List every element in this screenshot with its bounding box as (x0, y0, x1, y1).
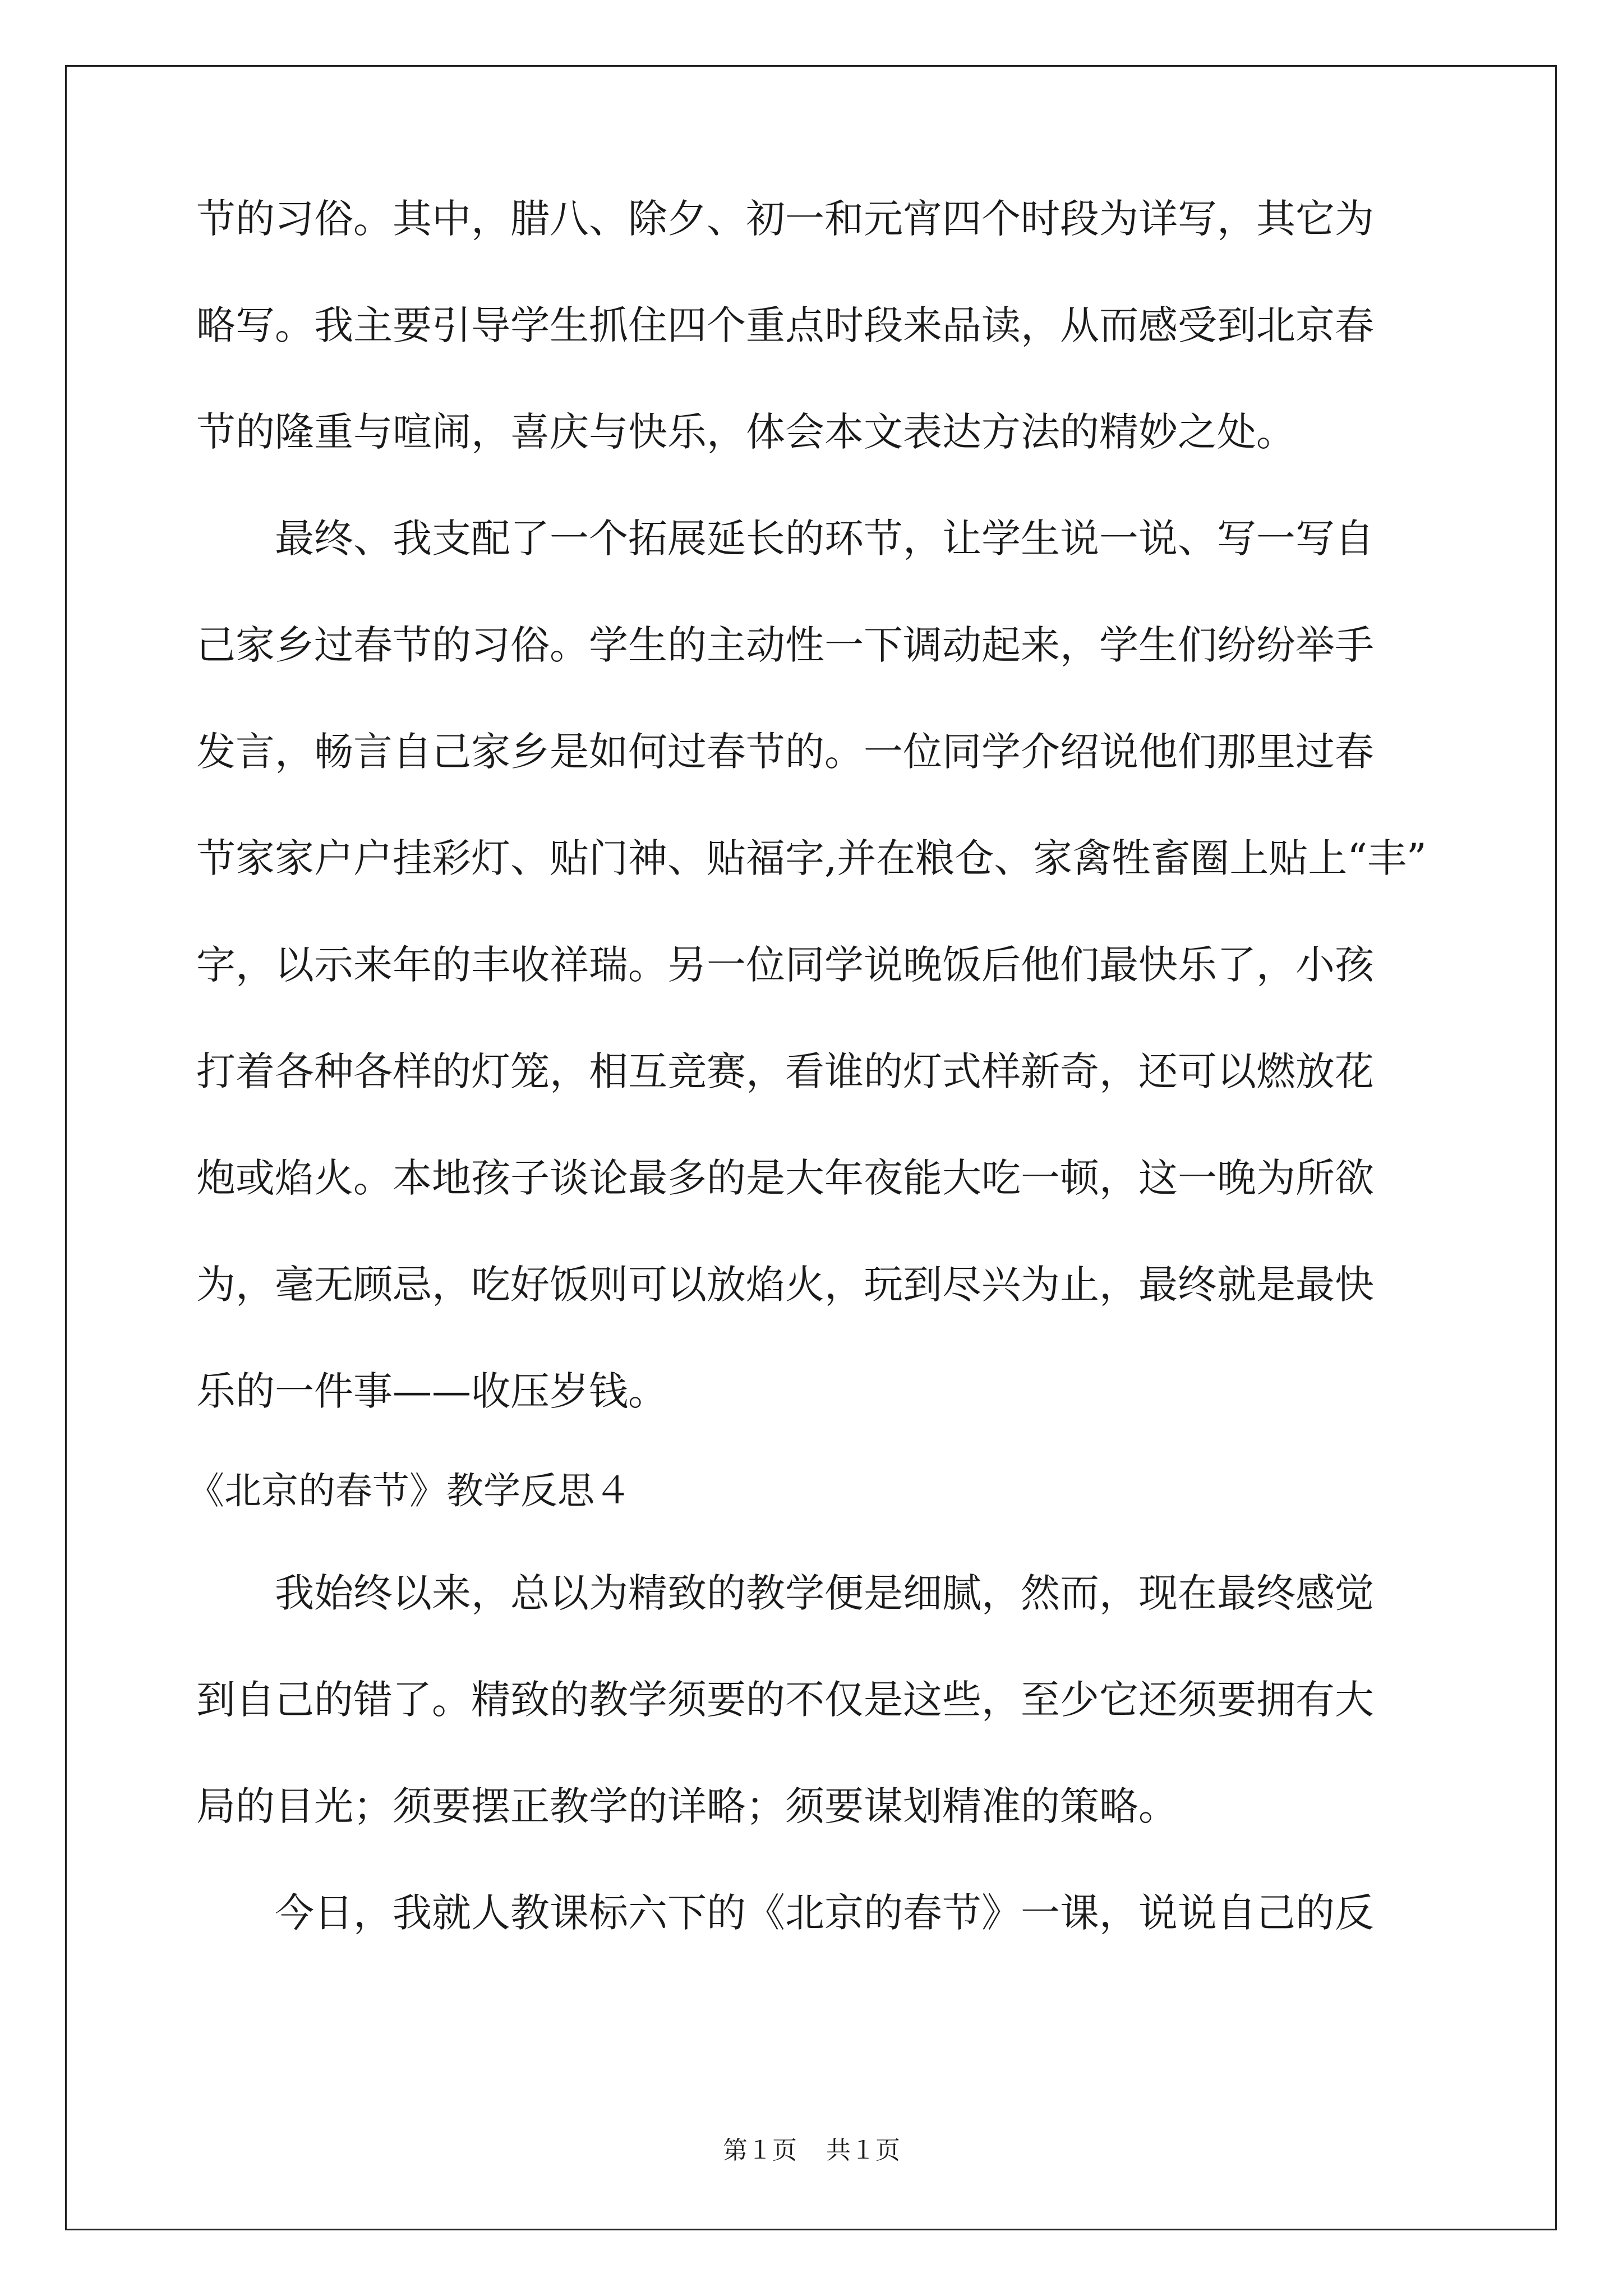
page-footer (0, 2134, 1623, 2168)
section-heading: 《北京的春节》教学反思４ (187, 1469, 631, 1512)
text-line: 己家乡过春节的习俗。学生的主动性一下调动起来，学生们纷纷举手 (196, 622, 1374, 668)
text-line: 略写。我主要引导学生抓住四个重点时段来品读，从而感受到北京春 (196, 302, 1374, 348)
text-line: 到自己的错了。精致的教学须要的不仅是这些，至少它还须要拥有大 (196, 1677, 1374, 1723)
paragraph-first-line: 我始终以来，总以为精致的教学便是细腻，然而，现在最终感觉 (275, 1570, 1374, 1616)
text-line: 打着各种各样的灯笼，相互竞赛，看谁的灯式样新奇，还可以燃放花 (196, 1048, 1374, 1094)
text-line: 局的目光；须要摆正教学的详略；须要谋划精准的策略。 (196, 1783, 1178, 1829)
text-line: 字，以示来年的丰收祥瑞。另一位同学说晚饭后他们最快乐了，小孩 (196, 942, 1374, 988)
page-number: 第１页 (723, 2136, 797, 2165)
paragraph-first-line: 今日，我就人教课标六下的《北京的春节》一课，说说自己的反 (275, 1890, 1374, 1936)
text-line: 节家家户户挂彩灯、贴门神、贴福字,并在粮仓、家禽牲畜圈上贴上“丰” (196, 835, 1427, 881)
text-line: 为，毫无顾忌，吃好饭则可以放焰火，玩到尽兴为止，最终就是最快 (196, 1262, 1374, 1308)
page-total: 共１页 (826, 2136, 900, 2165)
text-line: 节的习俗。其中，腊八、除夕、初一和元宵四个时段为详写，其它为 (196, 196, 1374, 242)
text-line: 节的隆重与喧闹，喜庆与快乐，体会本文表达方法的精妙之处。 (196, 409, 1295, 455)
text-line: 炮或焰火。本地孩子谈论最多的是大年夜能大吃一顿，这一晚为所欲 (196, 1155, 1374, 1201)
paragraph-first-line: 最终、我支配了一个拓展延长的环节，让学生说一说、写一写自 (275, 516, 1374, 562)
text-line: 发言，畅言自己家乡是如何过春节的。一位同学介绍说他们那里过春 (196, 729, 1374, 775)
text-line: 乐的一件事——收压岁钱。 (196, 1368, 667, 1414)
